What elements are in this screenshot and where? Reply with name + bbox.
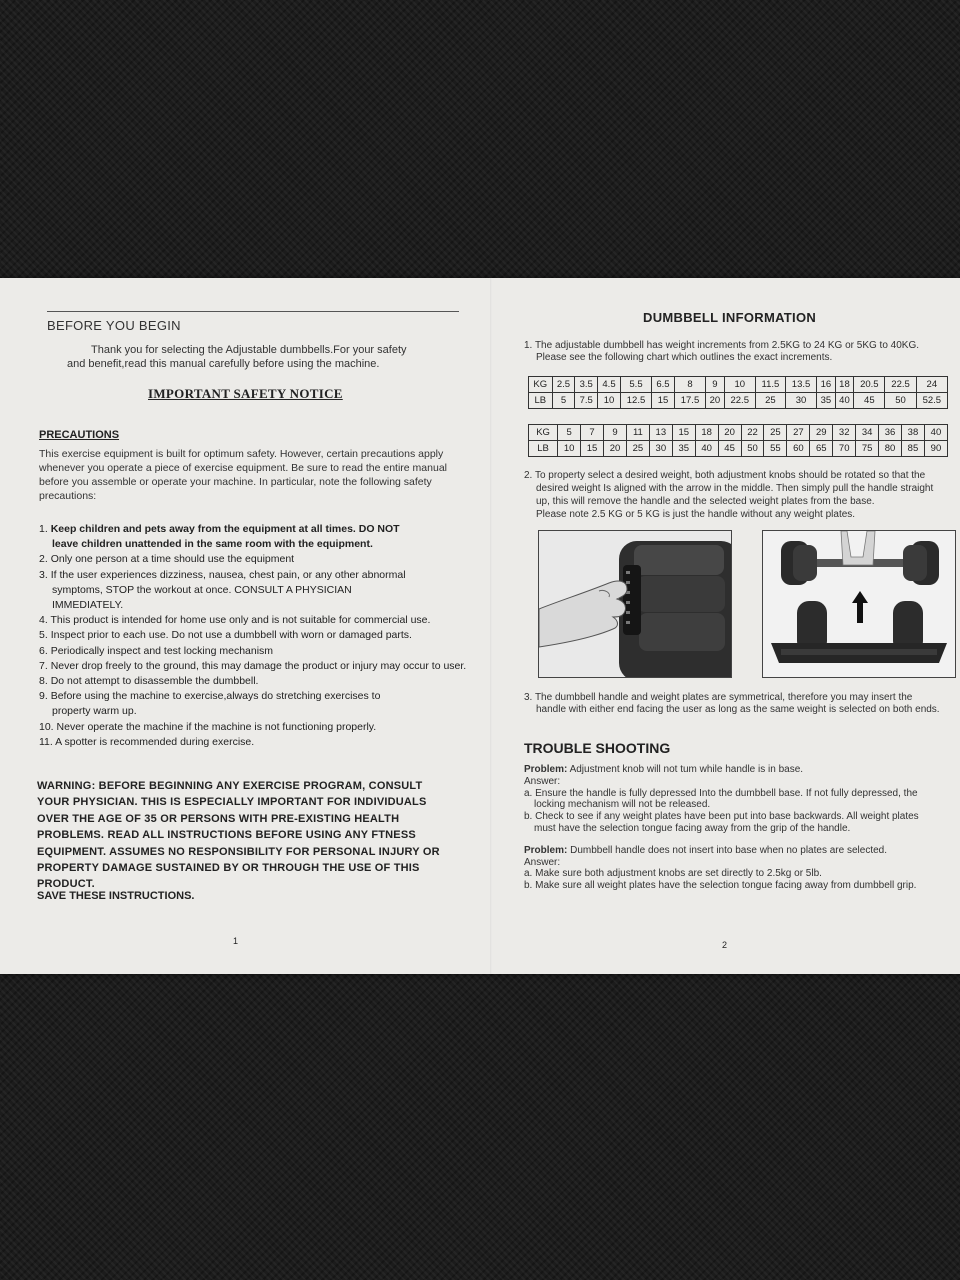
precautions-list xyxy=(39,522,479,750)
table-cell: 85 xyxy=(902,441,925,457)
precautions-title: PRECAUTIONS xyxy=(39,429,120,441)
table-cell: 80 xyxy=(879,441,902,457)
info-p2-line-2: desired weight Is aligned with the arrow in the middle. Then simply pull the handle straight xyxy=(536,483,934,494)
table-cell: 20 xyxy=(604,441,627,457)
table-cell: 22.5 xyxy=(724,393,755,409)
answer-1b: b. Check to see if any weight plates have been put into base backwards. All weight plates xyxy=(524,811,919,823)
table-cell: 25 xyxy=(764,425,787,441)
table-cell: 17.5 xyxy=(674,393,705,409)
lift-illustration xyxy=(763,531,955,677)
list-item: 11. A spotter is recommended during exercise. xyxy=(39,735,255,748)
page-number-right: 2 xyxy=(722,940,728,950)
manual-sheet xyxy=(0,278,960,974)
adjust-knob-photo xyxy=(538,530,732,678)
table-cell: KG xyxy=(529,425,558,441)
table-cell: 34 xyxy=(856,425,879,441)
table-cell: 90 xyxy=(924,441,947,457)
table-cell: 50 xyxy=(741,441,764,457)
list-item: 4. This product is intended for home use only and is not suitable for commercial use. xyxy=(39,614,431,627)
info-p2-line-1: 2. To property select a desired weight, both adjustment knobs should be rotated so that the xyxy=(524,470,926,481)
table-cell: 75 xyxy=(856,441,879,457)
before-you-begin-heading: BEFORE YOU BEGIN xyxy=(47,318,181,333)
answer-2a: a. Make sure both adjustment knobs are set directly to 2.5kg or 5lb. xyxy=(524,868,822,880)
weight-table-24kg xyxy=(528,376,948,409)
table-cell: 25 xyxy=(755,393,785,409)
answer-1b-cont: must have the selection tongue facing away from the grip of the handle. xyxy=(534,822,851,834)
info-p2-line-4: Please note 2.5 KG or 5 KG is just the handle without any weight plates. xyxy=(536,509,856,520)
table-cell: 9 xyxy=(706,377,725,393)
table-cell: 30 xyxy=(785,393,816,409)
table-cell: 30 xyxy=(649,441,672,457)
table-cell: 55 xyxy=(764,441,787,457)
problem-1: Problem: Adjustment knob will not tum while handle is in base. xyxy=(524,764,804,775)
troubleshooting-content xyxy=(524,764,954,892)
table-cell: 20 xyxy=(718,425,741,441)
table-cell: 45 xyxy=(854,393,885,409)
table-row-lb xyxy=(529,441,948,457)
list-item: 3. If the user experiences dizziness, nausea, chest pain, or any other abnormal symptoms, STOP the workout at once. CONSULT A PHYSICIAN IMMEDIATELY. xyxy=(39,568,406,612)
table-cell: 22 xyxy=(741,425,764,441)
precautions-text: This exercise equipment is built for optimum safety. However, certain precautions apply whenever you operate a piece of exercise equipment. Be sure to read the entire manual before you assemble or operate your machine. In particular, note the following safety precautions: xyxy=(39,448,447,502)
table-cell: 32 xyxy=(833,425,856,441)
info-p3-line-1: 3. The dumbbell handle and weight plates are symmetrical, therefore you may insert the xyxy=(524,692,913,703)
table-cell: 12.5 xyxy=(620,393,651,409)
table-row-kg xyxy=(529,425,948,441)
table-cell: 10 xyxy=(598,393,621,409)
intro-line-2: and benefit,read this manual carefully before using the machine. xyxy=(67,358,380,370)
table-cell: 29 xyxy=(810,425,833,441)
table-cell: 27 xyxy=(787,425,810,441)
list-item: 5. Inspect prior to each use. Do not use a dumbbell with worn or damaged parts. xyxy=(39,629,412,642)
table-cell: 18 xyxy=(835,377,854,393)
table-cell: 9 xyxy=(604,425,627,441)
table-cell: 11 xyxy=(626,425,649,441)
table-cell: 25 xyxy=(626,441,649,457)
table-cell: 4.5 xyxy=(598,377,621,393)
lift-handle-photo xyxy=(762,530,956,678)
top-rule xyxy=(47,311,459,312)
table-cell: 40 xyxy=(924,425,947,441)
list-item: 9. Before using the machine to exercise,always do stretching exercises to property warm up. xyxy=(39,690,381,718)
table-cell: 40 xyxy=(835,393,854,409)
table-cell: KG xyxy=(529,377,553,393)
table-cell: 15 xyxy=(672,425,695,441)
table-cell: 36 xyxy=(879,425,902,441)
list-item: 1. Keep children and pets away from the equipment at all times. DO NOT leave children unattended in the same room with the equipment. xyxy=(39,523,400,551)
knob-illustration xyxy=(539,531,731,677)
answer-1a-cont: locking mechanism will not be released. xyxy=(534,799,711,811)
info-paragraph-1 xyxy=(524,340,944,364)
info-p1-line-2: Please see the following chart which outlines the exact increments. xyxy=(536,352,833,363)
table-cell: 15 xyxy=(581,441,604,457)
table-cell: 35 xyxy=(672,441,695,457)
list-item: 8. Do not attempt to disassemble the dumbbell. xyxy=(39,675,259,688)
dumbbell-information-heading: DUMBBELL INFORMATION xyxy=(643,310,817,325)
table-cell: LB xyxy=(529,393,553,409)
table-cell: 7.5 xyxy=(575,393,598,409)
table-cell: 20 xyxy=(706,393,725,409)
table-cell: 13 xyxy=(649,425,672,441)
safety-notice-title: IMPORTANT SAFETY NOTICE xyxy=(148,386,343,401)
table-cell: 13.5 xyxy=(785,377,816,393)
list-item: 7. Never drop freely to the ground, this may damage the product or injury may occur to user. xyxy=(39,659,467,672)
table-cell: 50 xyxy=(885,393,916,409)
table-cell: 70 xyxy=(833,441,856,457)
table-cell: 10 xyxy=(724,377,755,393)
table-cell: 11.5 xyxy=(755,377,785,393)
info-p1-line-1: 1. The adjustable dumbbell has weight increments from 2.5KG to 24 KG or 5KG to 40KG. xyxy=(524,340,920,351)
table-cell: 52.5 xyxy=(916,393,947,409)
table-cell: 3.5 xyxy=(575,377,598,393)
warning-text: WARNING: BEFORE BEGINNING ANY EXERCISE PROGRAM, CONSULT YOUR PHYSICIAN. THIS IS ESPECIALLY IMPORTANT FOR INDIVIDUALS OVER THE AGE OF 35 OR PERSONS WITH PRE-EXISTING HEALTH PROBLEMS. READ ALL INSTRUCTIONS BEFORE USING ANY FTNESS EQUIPMENT. ASSUMES NO RESPONSIBILITY FOR PERSONAL INJURY OR PROPERTY DAMAGE SUSTAINED BY OR THROUGH THE USE OF THIS PRODUCT. xyxy=(37,780,440,891)
intro-line-1: Thank you for selecting the Adjustable dumbbells.For your safety xyxy=(91,344,407,356)
table-cell: 22.5 xyxy=(885,377,916,393)
intro-text xyxy=(67,343,447,371)
table-cell: 15 xyxy=(652,393,675,409)
weight-table-40kg xyxy=(528,424,948,457)
table-cell: 5 xyxy=(552,393,575,409)
answer-2b: b. Make sure all weight plates have the selection tongue facing away from dumbbell grip. xyxy=(524,880,917,892)
troubleshooting-heading: TROUBLE SHOOTING xyxy=(524,740,671,756)
list-item: 10. Never operate the machine if the machine is not functioning properly. xyxy=(39,720,377,733)
table-cell: 24 xyxy=(916,377,947,393)
page-fold xyxy=(490,278,492,974)
table-cell: 45 xyxy=(718,441,741,457)
table-cell: 60 xyxy=(787,441,810,457)
table-cell: LB xyxy=(529,441,558,457)
problem-2: Problem: Dumbbell handle does not insert into base when no plates are selected. xyxy=(524,844,887,856)
info-p2-line-3: up, this will remove the handle and the selected weight plates from the base. xyxy=(536,496,875,507)
table-cell: 8 xyxy=(674,377,705,393)
table-cell: 10 xyxy=(558,441,581,457)
save-instructions: SAVE THESE INSTRUCTIONS. xyxy=(37,890,195,902)
table-cell: 65 xyxy=(810,441,833,457)
table-cell: 5 xyxy=(558,425,581,441)
table-cell: 7 xyxy=(581,425,604,441)
table-cell: 20.5 xyxy=(854,377,885,393)
table-cell: 40 xyxy=(695,441,718,457)
page-number-left: 1 xyxy=(233,936,239,946)
table-cell: 18 xyxy=(695,425,718,441)
table-cell: 16 xyxy=(817,377,836,393)
list-item: 2. Only one person at a time should use the equipment xyxy=(39,553,295,566)
table-cell: 38 xyxy=(902,425,925,441)
list-item: 6. Periodically inspect and test locking mechanism xyxy=(39,644,274,657)
table-cell: 6.5 xyxy=(652,377,675,393)
table-cell: 5.5 xyxy=(620,377,651,393)
answer-label: Answer: xyxy=(524,856,561,868)
info-paragraph-3 xyxy=(524,692,954,716)
table-row-kg xyxy=(529,377,948,393)
table-cell: 35 xyxy=(817,393,836,409)
table-cell: 2.5 xyxy=(552,377,575,393)
answer-1a: a. Ensure the handle is fully depressed Into the dumbbell base. If not fully depressed, the xyxy=(524,787,918,799)
info-p3-line-2: handle with either end facing the user as long as the same weight is selected on both ends. xyxy=(536,704,940,715)
answer-label: Answer: xyxy=(524,775,561,787)
table-row-lb xyxy=(529,393,948,409)
info-paragraph-2 xyxy=(524,469,949,521)
